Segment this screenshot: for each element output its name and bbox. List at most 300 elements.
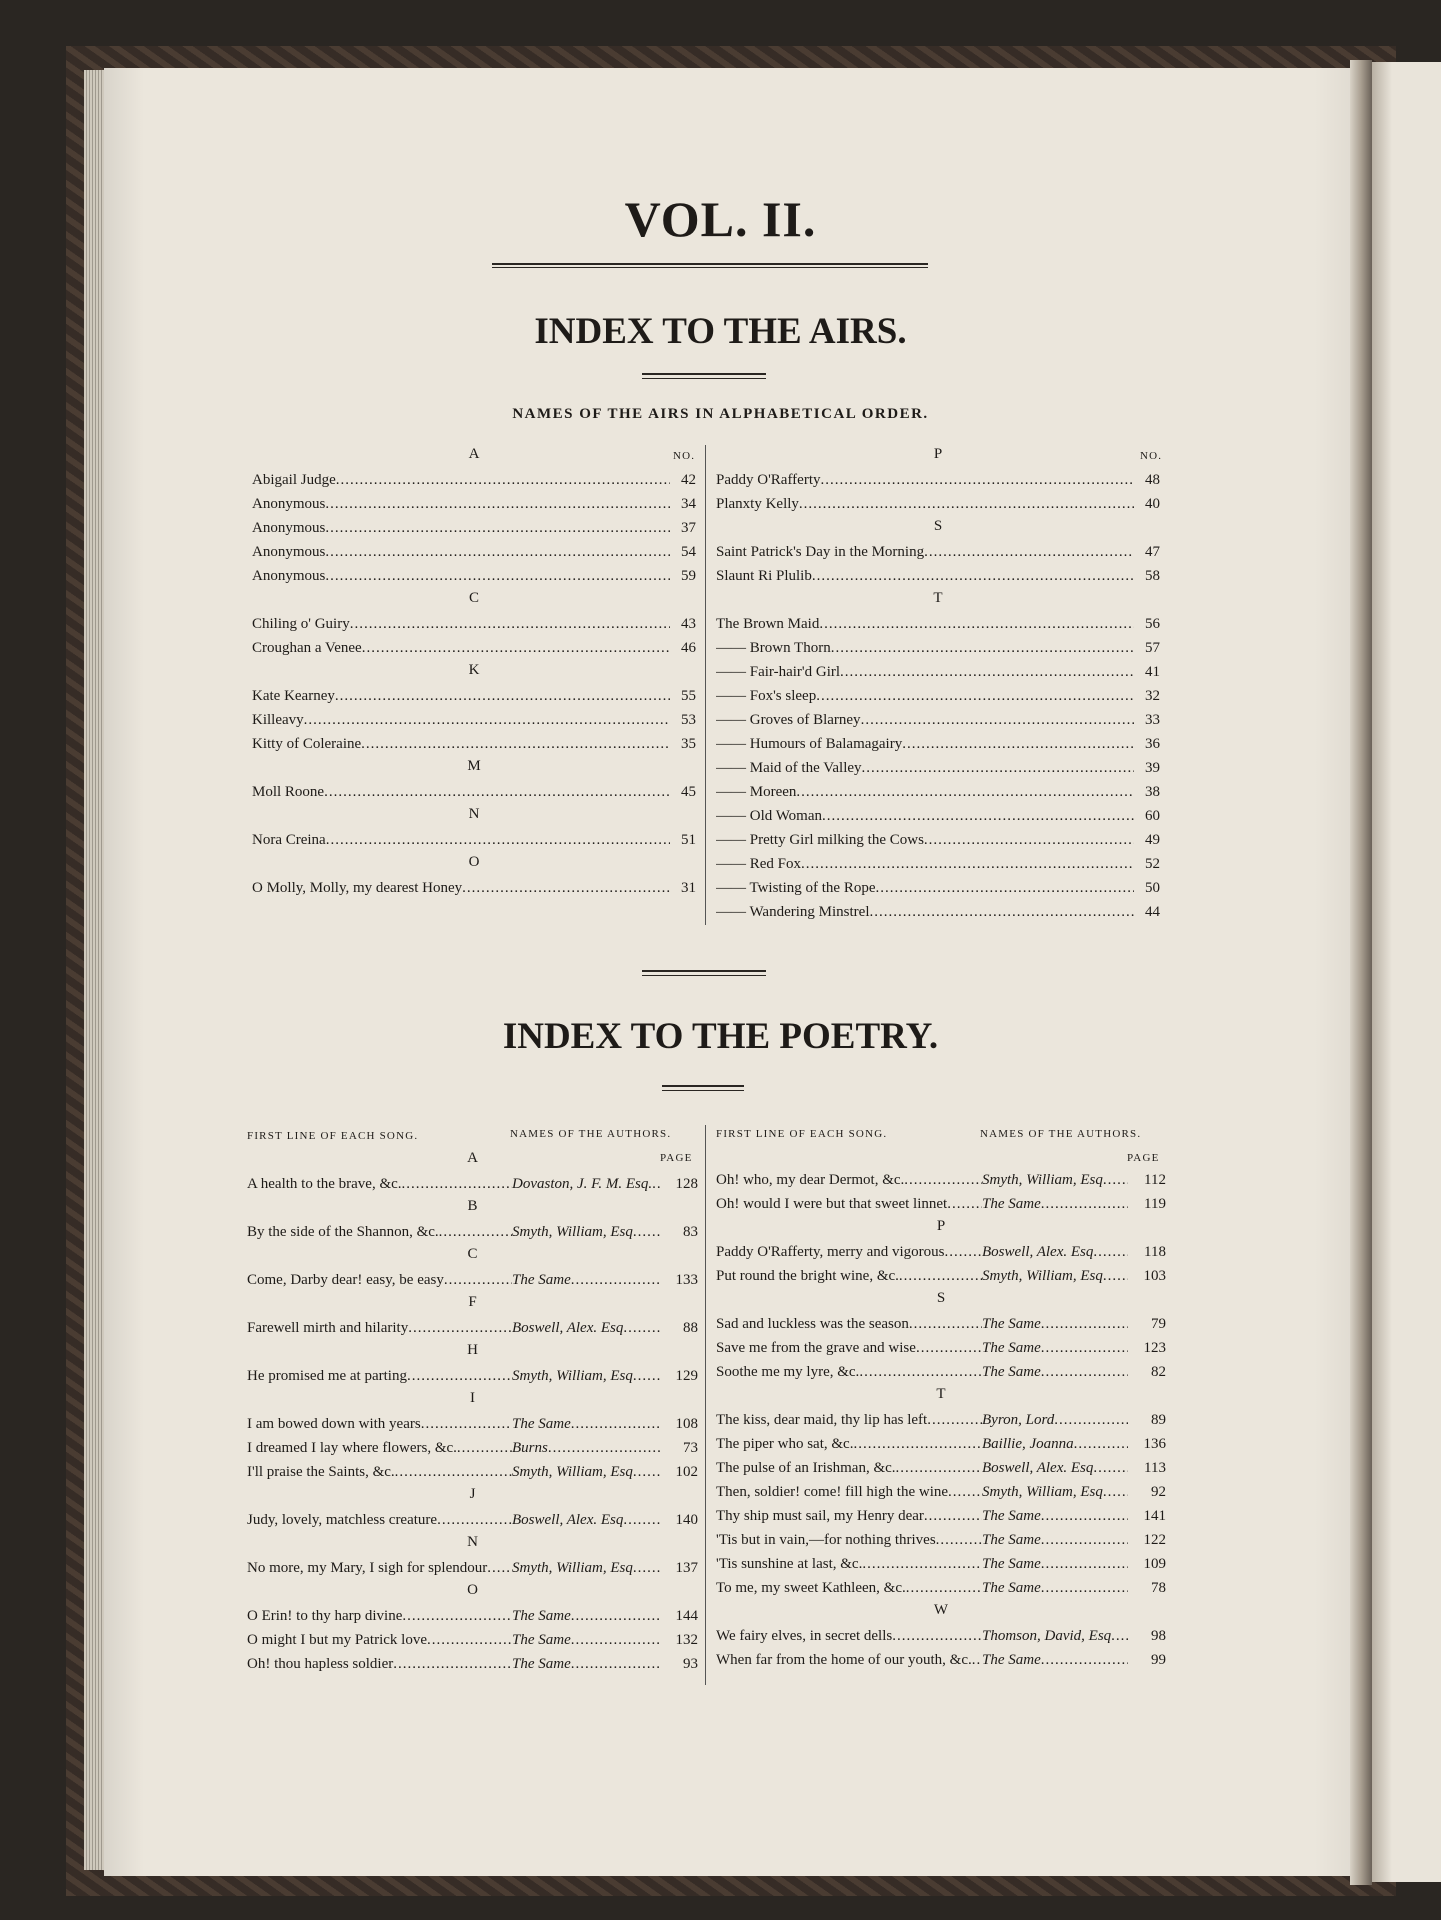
air-name: Slaunt Ri Plulib (716, 568, 812, 584)
dot-leader (350, 614, 670, 634)
page-number: 92 (1151, 1484, 1166, 1500)
first-line (247, 1510, 512, 1530)
air-name: Moll Roone (252, 784, 325, 800)
dot-leader (916, 1338, 982, 1358)
dot-leader (633, 1366, 660, 1386)
section-letter: N (468, 806, 480, 822)
dot-leader (1103, 1266, 1128, 1286)
dot-leader (1103, 1170, 1128, 1190)
first-line-text: Then, soldier! come! fill high the wine (716, 1484, 949, 1500)
air-number: 42 (681, 472, 696, 488)
air-entry (716, 734, 1160, 754)
air-entry (716, 542, 1160, 562)
air-entry (252, 614, 696, 634)
page-number: 89 (1151, 1412, 1166, 1428)
poem-entry (716, 1434, 1166, 1454)
dot-leader (924, 830, 1134, 850)
air-number: 46 (681, 640, 696, 656)
poem-entry (247, 1630, 698, 1650)
dot-leader (972, 1650, 982, 1670)
poem-entry (247, 1366, 698, 1386)
dot-leader (924, 542, 1134, 562)
dot-leader (821, 470, 1135, 490)
poem-entry (716, 1578, 1166, 1598)
air-number: 50 (1145, 880, 1160, 896)
section-letter: S (936, 1290, 946, 1306)
air-entry (716, 902, 1160, 922)
air-number: 57 (1145, 640, 1160, 656)
authors-header-right: NAMES OF THE AUTHORS. (980, 1128, 1142, 1140)
air-entry (716, 614, 1160, 634)
rule (642, 378, 766, 379)
first-line-text: The piper who sat, &c. (716, 1436, 854, 1452)
first-line (716, 1554, 982, 1574)
air-name: Anonymous (252, 496, 326, 512)
author (512, 1630, 660, 1650)
air-entry (252, 518, 696, 538)
author (982, 1506, 1128, 1526)
author-name: Boswell, Alex. Esq (982, 1460, 1094, 1476)
first-line-text: Save me from the grave and wise (716, 1340, 916, 1356)
poem-entry (716, 1242, 1166, 1262)
author (982, 1362, 1128, 1382)
dot-leader (876, 878, 1135, 898)
page-number: 144 (675, 1608, 698, 1624)
first-line (716, 1482, 982, 1502)
first-line-text: Soothe me my lyre, &c. (716, 1364, 860, 1380)
author-name: Baillie, Joanna (982, 1436, 1074, 1452)
air-name: Killeavy (252, 712, 304, 728)
poetry-index-title: INDEX TO THE POETRY. (502, 1016, 939, 1057)
first-line-text: The kiss, dear maid, thy lip has left (716, 1412, 928, 1428)
dot-leader (812, 566, 1134, 586)
page-number: 136 (1143, 1436, 1166, 1452)
air-number: 37 (681, 520, 696, 536)
first-line (247, 1606, 512, 1626)
dot-leader (801, 854, 1134, 874)
air-entry (716, 686, 1160, 706)
author-name: The Same (982, 1652, 1041, 1668)
page-number: 108 (675, 1416, 698, 1432)
author (512, 1462, 660, 1482)
page-number: 83 (683, 1224, 698, 1240)
dot-leader (571, 1270, 660, 1290)
dot-leader (892, 1626, 982, 1646)
section-letter: F (468, 1294, 477, 1310)
air-name: —— Groves of Blarney (716, 712, 861, 728)
section-letter: P (936, 1218, 946, 1234)
page-number: 137 (675, 1560, 698, 1576)
dot-leader (1093, 1458, 1128, 1478)
air-entry (716, 878, 1160, 898)
air-entry (252, 638, 696, 658)
air-name: The Brown Maid (716, 616, 820, 632)
rule (662, 1090, 744, 1091)
rule (642, 970, 766, 972)
poem-entry (247, 1174, 698, 1194)
air-number: 54 (681, 544, 696, 560)
air-name: —— Brown Thorn (716, 640, 831, 656)
dot-leader (1041, 1578, 1128, 1598)
dot-leader (304, 710, 670, 730)
first-line (247, 1438, 512, 1458)
air-entry (716, 830, 1160, 850)
first-line (247, 1462, 512, 1482)
section-letter: H (467, 1342, 478, 1358)
dot-leader (924, 1506, 982, 1526)
first-line-text: I am bowed down with years (247, 1416, 421, 1432)
page-number: 109 (1143, 1556, 1166, 1572)
first-line-text: Judy, lovely, matchless creature (247, 1512, 438, 1528)
dot-leader (945, 1242, 983, 1262)
rule (492, 267, 928, 268)
author-name: The Same (982, 1580, 1041, 1596)
air-name: —— Humours of Balamagairy (716, 736, 903, 752)
dot-leader (870, 902, 1135, 922)
first-line (716, 1170, 982, 1190)
air-number: 40 (1145, 496, 1160, 512)
first-line-text: 'Tis sunshine at last, &c. (716, 1556, 863, 1572)
poem-entry (247, 1510, 698, 1530)
author (982, 1194, 1128, 1214)
page-number: 78 (1151, 1580, 1166, 1596)
page-number: 103 (1143, 1268, 1166, 1284)
author (982, 1458, 1128, 1478)
dot-leader (1074, 1434, 1128, 1454)
section-letter: W (933, 1602, 949, 1618)
authors-header-left: NAMES OF THE AUTHORS. (510, 1128, 672, 1140)
first-line-text: I dreamed I lay where flowers, &c. (247, 1440, 457, 1456)
first-line-text: Oh! who, my dear Dermot, &c. (716, 1172, 905, 1188)
first-line-text: O Erin! to thy harp divine (247, 1608, 403, 1624)
author-name: Thomson, David, Esq (982, 1628, 1112, 1644)
first-line (247, 1222, 512, 1242)
page-number: 132 (675, 1632, 698, 1648)
air-number: 39 (1145, 760, 1160, 776)
poem-entry (247, 1606, 698, 1626)
section-letter: T (933, 590, 943, 606)
air-number: 38 (1145, 784, 1160, 800)
dot-leader (822, 806, 1134, 826)
airs-subtitle: NAMES OF THE AIRS IN ALPHABETICAL ORDER. (512, 406, 929, 422)
section-letter: B (467, 1198, 478, 1214)
air-entry (252, 782, 696, 802)
air-name: —— Fox's sleep (716, 688, 817, 704)
author (982, 1554, 1128, 1574)
first-line (247, 1318, 512, 1338)
column-divider (705, 1125, 706, 1685)
dot-leader (652, 1174, 660, 1194)
page-number: 113 (1144, 1460, 1166, 1476)
author (982, 1626, 1128, 1646)
dot-leader (947, 1194, 982, 1214)
page-number: 82 (1151, 1364, 1166, 1380)
author-name: Smyth, William, Esq (512, 1464, 633, 1480)
author (982, 1314, 1128, 1334)
dot-leader (927, 1410, 982, 1430)
poem-entry (247, 1462, 698, 1482)
air-name: —— Moreen (716, 784, 797, 800)
first-line (247, 1654, 512, 1674)
page-number: 140 (675, 1512, 698, 1528)
dot-leader (831, 638, 1134, 658)
dot-leader (325, 518, 670, 538)
air-entry (252, 710, 696, 730)
first-line (716, 1338, 982, 1358)
dot-leader (361, 734, 670, 754)
section-letter: A (467, 1150, 478, 1166)
dot-leader (633, 1558, 660, 1578)
poem-entry (716, 1314, 1166, 1334)
dot-leader (853, 1434, 982, 1454)
dot-leader (427, 1630, 512, 1650)
page-number: 123 (1143, 1340, 1166, 1356)
air-number: 53 (681, 712, 696, 728)
rule (492, 263, 928, 265)
author-name: The Same (982, 1532, 1041, 1548)
author-name: Smyth, William, Esq (982, 1172, 1103, 1188)
dot-leader (571, 1414, 660, 1434)
dot-leader (936, 1530, 982, 1550)
no-label-left: NO. (673, 450, 696, 462)
dot-leader (571, 1630, 660, 1650)
first-line-text: Paddy O'Rafferty, merry and vigorous (716, 1244, 945, 1260)
author-name: The Same (512, 1608, 571, 1624)
dot-leader (362, 638, 670, 658)
dot-leader (326, 830, 670, 850)
air-name: O Molly, Molly, my dearest Honey (252, 880, 463, 896)
air-entry (252, 830, 696, 850)
first-line (716, 1194, 982, 1214)
air-entry (716, 566, 1160, 586)
air-number: 58 (1145, 568, 1160, 584)
dot-leader (1041, 1506, 1128, 1526)
author-name: The Same (982, 1196, 1041, 1212)
first-line (247, 1270, 512, 1290)
first-line (716, 1434, 982, 1454)
air-number: 51 (681, 832, 696, 848)
dot-leader (1041, 1314, 1128, 1334)
first-line-text: He promised me at parting (247, 1368, 407, 1384)
author-name: Smyth, William, Esq (982, 1484, 1103, 1500)
first-line (716, 1530, 982, 1550)
rule (662, 1085, 744, 1087)
dot-leader (1103, 1482, 1128, 1502)
page-number: 129 (675, 1368, 698, 1384)
dot-leader (623, 1318, 660, 1338)
column-divider (705, 445, 706, 925)
author (982, 1170, 1128, 1190)
first-line-text: To me, my sweet Kathleen, &c. (716, 1580, 906, 1596)
author (512, 1222, 660, 1242)
author (512, 1174, 660, 1194)
air-entry (716, 758, 1160, 778)
poem-entry (716, 1338, 1166, 1358)
section-letter: O (467, 1582, 478, 1598)
dot-leader (861, 710, 1134, 730)
air-number: 45 (681, 784, 696, 800)
first-line-text: Come, Darby dear! easy, be easy (247, 1272, 444, 1288)
first-line (247, 1174, 512, 1194)
author (512, 1414, 660, 1434)
first-line-text: Thy ship must sail, my Henry dear (716, 1508, 924, 1524)
section-letter: M (467, 758, 481, 774)
author (512, 1438, 660, 1458)
air-entry (716, 662, 1160, 682)
air-name: Kate Kearney (252, 688, 335, 704)
first-line-text: Oh! would I were but that sweet linnet (716, 1196, 948, 1212)
poem-entry (716, 1626, 1166, 1646)
author-name: The Same (982, 1364, 1041, 1380)
section-letter: I (470, 1390, 475, 1406)
author-name: Smyth, William, Esq (512, 1224, 633, 1240)
first-line (247, 1630, 512, 1650)
author-name: Dovaston, J. F. M. Esq. (512, 1176, 653, 1192)
air-entry (252, 494, 696, 514)
dot-leader (862, 1554, 982, 1574)
poem-entry (716, 1530, 1166, 1550)
first-line-header-left: FIRST LINE OF EACH SONG. (247, 1130, 419, 1142)
air-name: Anonymous (252, 544, 326, 560)
author-name: The Same (982, 1340, 1041, 1356)
dot-leader (571, 1606, 660, 1626)
section-letter: C (468, 590, 479, 606)
dot-leader (896, 1458, 982, 1478)
page-number: 88 (683, 1320, 698, 1336)
dot-leader (407, 1366, 512, 1386)
dot-leader (1111, 1626, 1128, 1646)
first-line-text: A health to the brave, &c. (247, 1176, 402, 1192)
first-line (716, 1314, 982, 1334)
first-line (716, 1626, 982, 1646)
dot-leader (457, 1438, 512, 1458)
page-number: 133 (675, 1272, 698, 1288)
dot-leader (1041, 1650, 1128, 1670)
page-number: 119 (1144, 1196, 1166, 1212)
air-name: —— Red Fox (716, 856, 802, 872)
air-name: Abigail Judge (252, 472, 336, 488)
page-number: 98 (1151, 1628, 1166, 1644)
dot-leader (421, 1414, 512, 1434)
page-number: 93 (683, 1656, 698, 1672)
author-name: Smyth, William, Esq (982, 1268, 1103, 1284)
dot-leader (325, 494, 670, 514)
first-line (716, 1362, 982, 1382)
volume-title: VOL. II. (624, 191, 817, 247)
rule (642, 373, 766, 375)
author (982, 1242, 1128, 1262)
section-letter: P (933, 446, 943, 462)
air-number: 41 (1145, 664, 1160, 680)
air-entry (252, 566, 696, 586)
air-name: Kitty of Coleraine (252, 736, 362, 752)
air-number: 32 (1145, 688, 1160, 704)
dot-leader (633, 1462, 660, 1482)
air-number: 33 (1145, 712, 1160, 728)
first-line (716, 1650, 982, 1670)
section-letter: N (467, 1534, 478, 1550)
poem-entry (716, 1650, 1166, 1670)
air-number: 48 (1145, 472, 1160, 488)
air-entry (252, 686, 696, 706)
air-number: 34 (681, 496, 696, 512)
poem-entry (247, 1270, 698, 1290)
air-number: 52 (1145, 856, 1160, 872)
author (982, 1530, 1128, 1550)
poem-entry (716, 1554, 1166, 1574)
section-letter: S (933, 518, 943, 534)
dot-leader (899, 1266, 982, 1286)
poem-entry (716, 1362, 1166, 1382)
first-line (247, 1414, 512, 1434)
page-number: 118 (1144, 1244, 1166, 1260)
dot-leader (325, 542, 670, 562)
dot-leader (487, 1558, 512, 1578)
air-name: —— Old Woman (716, 808, 823, 824)
author-name: Boswell, Alex. Esq (982, 1244, 1094, 1260)
dot-leader (909, 1314, 982, 1334)
author (512, 1270, 660, 1290)
air-entry (716, 782, 1160, 802)
air-number: 49 (1145, 832, 1160, 848)
section-letter: K (468, 662, 480, 678)
author-name: The Same (982, 1316, 1041, 1332)
first-line-text: When far from the home of our youth, &c. (716, 1652, 972, 1668)
air-name: —— Wandering Minstrel (716, 904, 870, 920)
first-line-text: I'll praise the Saints, &c. (247, 1464, 395, 1480)
first-line-text: Farewell mirth and hilarity (247, 1320, 409, 1336)
author (982, 1434, 1128, 1454)
air-entry (716, 710, 1160, 730)
air-name: —— Fair-hair'd Girl (716, 664, 841, 680)
poem-entry (716, 1482, 1166, 1502)
dot-leader (408, 1318, 512, 1338)
air-number: 31 (681, 880, 696, 896)
dot-leader (444, 1270, 512, 1290)
air-name: —— Twisting of the Rope (716, 880, 876, 896)
dot-leader (948, 1482, 982, 1502)
section-letter: T (936, 1386, 946, 1402)
air-entry (716, 638, 1160, 658)
dot-leader (859, 1362, 982, 1382)
poem-entry (716, 1266, 1166, 1286)
dot-leader (840, 662, 1134, 682)
air-number: 59 (681, 568, 696, 584)
dot-leader (1041, 1554, 1128, 1574)
air-number: 36 (1145, 736, 1160, 752)
author-name: The Same (512, 1656, 571, 1672)
air-number: 60 (1145, 808, 1160, 824)
author (512, 1366, 660, 1386)
dot-leader (902, 734, 1134, 754)
dot-leader (796, 782, 1134, 802)
page-header-right: PAGE (1127, 1152, 1160, 1164)
first-line-text: Oh! thou hapless soldier (247, 1656, 394, 1672)
dot-leader (548, 1438, 660, 1458)
first-line-text: O might I but my Patrick love (247, 1632, 427, 1648)
poem-entry (247, 1558, 698, 1578)
air-name: Croughan a Venee (252, 640, 362, 656)
air-entry (716, 854, 1160, 874)
air-number: 35 (681, 736, 696, 752)
air-number: 44 (1145, 904, 1160, 920)
first-line-text: Put round the bright wine, &c. (716, 1268, 899, 1284)
dot-leader (336, 470, 670, 490)
dot-leader (633, 1222, 660, 1242)
poem-entry (247, 1654, 698, 1674)
first-line (716, 1242, 982, 1262)
dot-leader (1093, 1242, 1128, 1262)
